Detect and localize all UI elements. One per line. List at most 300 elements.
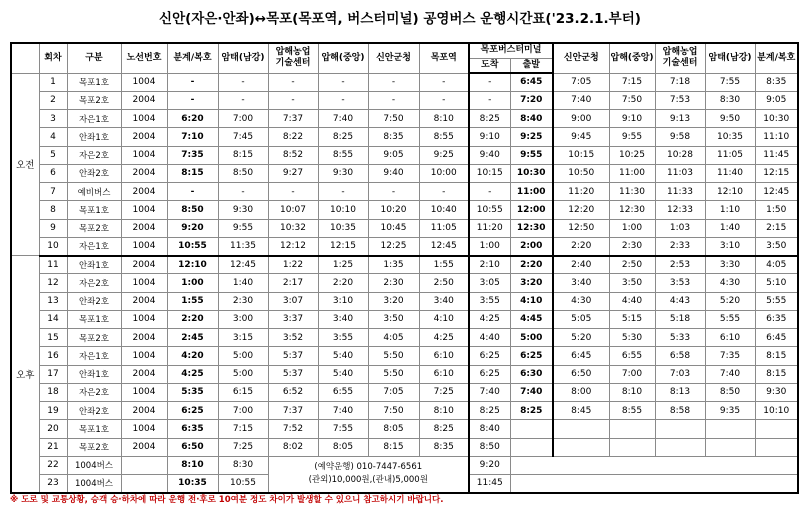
cell-round: 8 [39, 201, 67, 219]
cell-mokpo-station: 4:10 [419, 310, 469, 328]
cell-route: 2004 [121, 91, 167, 109]
cell-terminal-depart: 8:40 [510, 110, 553, 128]
header-terminal: 목포버스터미널 [469, 43, 553, 58]
cell-aphae-tech-out: 5:37 [268, 365, 318, 383]
cell-mokpo-station: 9:25 [419, 146, 469, 164]
cell-amtae-in: 7:40 [705, 365, 755, 383]
table-row [11, 237, 798, 255]
section-label-pm: 오후 [11, 256, 39, 493]
page-title: 신안(자은·안좌)↔목포(목포역, 버스터미널) 공영버스 운행시간표('23.2.1.부터) [159, 11, 641, 27]
cell-type: 자은2호 [67, 146, 121, 164]
cell-aphae-center-in: 3:50 [609, 274, 655, 292]
cell-sinan-gov-out: 5:50 [368, 365, 419, 383]
header-round: 회차 [39, 43, 67, 73]
header-aphae-tech-out-l1: 압해농업 [275, 47, 311, 58]
cell-amtae-in: 1:10 [705, 201, 755, 219]
cell-sinan-gov-in: 2:40 [553, 256, 609, 274]
cell-aphae-tech-out: 10:32 [268, 219, 318, 237]
cell-amtae-out: 2:30 [218, 292, 268, 310]
cell-amtae-out: 11:35 [218, 237, 268, 255]
timetable-body [11, 73, 798, 493]
cell-aphae-tech-out: 8:22 [268, 128, 318, 146]
cell-bungye-out: 1:55 [167, 292, 218, 310]
cell-bungye-out: 7:35 [167, 146, 218, 164]
cell-aphae-tech-out: - [268, 73, 318, 91]
cell-mokpo-station: 4:25 [419, 329, 469, 347]
cell-mokpo-station: 3:40 [419, 292, 469, 310]
table-row [11, 128, 798, 146]
cell-aphae-tech-in: 2:53 [655, 256, 705, 274]
cell-sinan-gov-out: 1:35 [368, 256, 419, 274]
cell-mokpo-station: 7:25 [419, 383, 469, 401]
cell-bungye-out: 4:25 [167, 365, 218, 383]
cell-terminal-arrive: - [469, 91, 510, 109]
cell-amtae-out: 7:25 [218, 438, 268, 456]
cell-type: 자은1호 [67, 237, 121, 255]
cell-bungye-in [755, 420, 798, 438]
cell-route [121, 475, 167, 493]
cell-round: 19 [39, 402, 67, 420]
cell-terminal-arrive: 1:00 [469, 237, 510, 255]
cell-terminal-arrive: - [469, 73, 510, 91]
cell-mokpo-station: 6:10 [419, 347, 469, 365]
header-bungye-out: 분계/복호 [167, 43, 218, 73]
cell-bungye-in [755, 438, 798, 456]
cell-terminal-arrive: 9:40 [469, 146, 510, 164]
cell-sinan-gov-out: 8:05 [368, 420, 419, 438]
cell-bungye-out: 10:55 [167, 237, 218, 255]
table-row [11, 73, 798, 91]
cell-sinan-gov-in: 8:00 [553, 383, 609, 401]
cell-aphae-tech-in: 12:33 [655, 201, 705, 219]
cell-round: 13 [39, 292, 67, 310]
cell-aphae-tech-in: 1:03 [655, 219, 705, 237]
cell-aphae-center-in: 7:50 [609, 91, 655, 109]
cell-type: 목포1호 [67, 201, 121, 219]
cell-round: 10 [39, 237, 67, 255]
table-row [11, 310, 798, 328]
cell-aphae-tech-out: - [268, 183, 318, 201]
cell-bungye-in: 12:15 [755, 164, 798, 182]
cell-aphae-tech-in: 11:03 [655, 164, 705, 182]
cell-sinan-gov-out: 5:50 [368, 347, 419, 365]
cell-sinan-gov-in: 4:30 [553, 292, 609, 310]
cell-sinan-gov-out: - [368, 183, 419, 201]
cell-aphae-tech-in: 6:58 [655, 347, 705, 365]
cell-aphae-center-in: 9:10 [609, 110, 655, 128]
cell-bungye-in: 2:15 [755, 219, 798, 237]
cell-sinan-gov-in: 5:05 [553, 310, 609, 328]
cell-amtae-out: 5:00 [218, 365, 268, 383]
cell-mokpo-station: - [419, 73, 469, 91]
cell-type: 목포1호 [67, 73, 121, 91]
cell-sinan-gov-out: 10:20 [368, 201, 419, 219]
cell-bungye-in: 12:45 [755, 183, 798, 201]
cell-amtae-out: 6:15 [218, 383, 268, 401]
header-aphae-tech-in-l2: 기술센터 [662, 58, 698, 69]
cell-type: 목포2호 [67, 438, 121, 456]
cell-amtae-out: 3:15 [218, 329, 268, 347]
cell-sinan-gov-in: 10:50 [553, 164, 609, 182]
cell-terminal-arrive: 8:25 [469, 110, 510, 128]
cell-aphae-tech-out: 8:02 [268, 438, 318, 456]
cell-type: 자은1호 [67, 347, 121, 365]
cell-aphae-tech-out: 8:52 [268, 146, 318, 164]
cell-bungye-out: 6:50 [167, 438, 218, 456]
cell-round: 14 [39, 310, 67, 328]
cell-terminal-arrive: 2:10 [469, 256, 510, 274]
cell-aphae-center-in: 4:40 [609, 292, 655, 310]
cell-sinan-gov-out: 3:50 [368, 310, 419, 328]
cell-terminal-depart [510, 438, 553, 456]
cell-aphae-center-out: 10:10 [318, 201, 368, 219]
cell-aphae-center-out: 8:05 [318, 438, 368, 456]
cell-amtae-in: 6:10 [705, 329, 755, 347]
cell-amtae-in: 11:40 [705, 164, 755, 182]
cell-route: 1004 [121, 110, 167, 128]
cell-aphae-center-in: 8:10 [609, 383, 655, 401]
cell-sinan-gov-in: 9:00 [553, 110, 609, 128]
empty-cells [510, 456, 798, 474]
cell-mokpo-station: 8:35 [419, 438, 469, 456]
cell-type: 안좌1호 [67, 365, 121, 383]
cell-route: 1004 [121, 420, 167, 438]
cell-amtae-in: 11:05 [705, 146, 755, 164]
cell-amtae-out: - [218, 91, 268, 109]
cell-amtae-out: 8:30 [218, 456, 268, 474]
cell-aphae-tech-out: 12:12 [268, 237, 318, 255]
cell-bungye-out: 7:10 [167, 128, 218, 146]
cell-amtae-in: 12:10 [705, 183, 755, 201]
timetable [10, 42, 799, 494]
cell-bungye-in: 3:50 [755, 237, 798, 255]
cell-sinan-gov-out: 8:35 [368, 128, 419, 146]
cell-round: 6 [39, 164, 67, 182]
cell-round: 18 [39, 383, 67, 401]
cell-sinan-gov-in [553, 420, 609, 438]
cell-amtae-in: 1:40 [705, 219, 755, 237]
header-aphae-center-out: 압해(중앙) [318, 43, 368, 73]
cell-type: 안좌2호 [67, 164, 121, 182]
header-amtae-out: 암태(남강) [218, 43, 268, 73]
cell-type: 목포1호 [67, 420, 121, 438]
table-row [11, 456, 798, 474]
cell-aphae-center-in: 1:00 [609, 219, 655, 237]
cell-terminal-arrive: 10:55 [469, 201, 510, 219]
cell-aphae-tech-in: 9:13 [655, 110, 705, 128]
cell-amtae-out: 5:00 [218, 347, 268, 365]
cell-sinan-gov-in [553, 438, 609, 456]
cell-sinan-gov-in: 12:20 [553, 201, 609, 219]
cell-terminal-depart: 3:20 [510, 274, 553, 292]
cell-terminal-depart: 6:25 [510, 347, 553, 365]
cell-bungye-out: 1:00 [167, 274, 218, 292]
cell-aphae-tech-out: 2:17 [268, 274, 318, 292]
table-row [11, 201, 798, 219]
cell-sinan-gov-out: 7:50 [368, 402, 419, 420]
cell-bungye-out: 5:35 [167, 383, 218, 401]
cell-aphae-tech-out: 10:07 [268, 201, 318, 219]
cell-route: 1004 [121, 146, 167, 164]
cell-bungye-out: 8:50 [167, 201, 218, 219]
table-row [11, 420, 798, 438]
cell-aphae-center-in [609, 420, 655, 438]
cell-mokpo-station: 8:10 [419, 402, 469, 420]
cell-terminal-depart [510, 420, 553, 438]
cell-terminal-arrive: 9:20 [469, 456, 510, 474]
header-aphae-tech-in-l1: 압해농업 [662, 47, 698, 58]
cell-aphae-center-in: 2:50 [609, 256, 655, 274]
cell-bungye-out: 6:25 [167, 402, 218, 420]
cell-route: 1004 [121, 310, 167, 328]
cell-round: 7 [39, 183, 67, 201]
cell-terminal-depart: 2:20 [510, 256, 553, 274]
cell-route: 1004 [121, 274, 167, 292]
cell-route: 2004 [121, 329, 167, 347]
cell-aphae-tech-out: 3:37 [268, 310, 318, 328]
cell-bungye-in: 9:30 [755, 383, 798, 401]
table-row [11, 438, 798, 456]
cell-round: 3 [39, 110, 67, 128]
cell-route: 2004 [121, 219, 167, 237]
cell-aphae-tech-out: 9:27 [268, 164, 318, 182]
cell-aphae-center-in: 7:15 [609, 73, 655, 91]
cell-aphae-tech-out: 7:52 [268, 420, 318, 438]
cell-amtae-out: 9:55 [218, 219, 268, 237]
cell-route: 2004 [121, 164, 167, 182]
cell-type: 안좌2호 [67, 402, 121, 420]
cell-aphae-tech-in: 11:33 [655, 183, 705, 201]
cell-round: 21 [39, 438, 67, 456]
cell-amtae-in: 8:50 [705, 383, 755, 401]
cell-bungye-in: 6:45 [755, 329, 798, 347]
cell-aphae-center-in: 7:00 [609, 365, 655, 383]
cell-type: 안좌1호 [67, 128, 121, 146]
cell-terminal-arrive: 8:25 [469, 402, 510, 420]
cell-amtae-in: 9:35 [705, 402, 755, 420]
cell-route: 2004 [121, 183, 167, 201]
cell-sinan-gov-in: 11:20 [553, 183, 609, 201]
table-row [11, 347, 798, 365]
cell-amtae-out: 7:00 [218, 402, 268, 420]
table-row [11, 292, 798, 310]
cell-route: 2004 [121, 365, 167, 383]
header-arrive: 도착 [469, 58, 510, 73]
cell-bungye-out: 8:15 [167, 164, 218, 182]
cell-aphae-center-in: 5:30 [609, 329, 655, 347]
cell-type: 목포2호 [67, 219, 121, 237]
table-row [11, 365, 798, 383]
table-row [11, 146, 798, 164]
cell-type: 예비버스 [67, 183, 121, 201]
cell-aphae-center-out: 3:10 [318, 292, 368, 310]
cell-terminal-arrive: 10:15 [469, 164, 510, 182]
cell-amtae-out: 12:45 [218, 256, 268, 274]
cell-sinan-gov-out: 8:15 [368, 438, 419, 456]
table-row [11, 219, 798, 237]
cell-terminal-depart: 4:45 [510, 310, 553, 328]
reservation-phone: (예약운행) 010-7447-6561 [314, 462, 423, 473]
cell-bungye-in: 11:45 [755, 146, 798, 164]
cell-aphae-center-out: 5:40 [318, 365, 368, 383]
cell-aphae-center-out: 1:25 [318, 256, 368, 274]
cell-aphae-tech-out: 3:07 [268, 292, 318, 310]
cell-bungye-out: 12:10 [167, 256, 218, 274]
cell-aphae-tech-in [655, 438, 705, 456]
cell-amtae-out: 7:15 [218, 420, 268, 438]
header-sinan-gov-out: 신안군청 [368, 43, 419, 73]
cell-terminal-arrive: - [469, 183, 510, 201]
cell-terminal-depart: 8:25 [510, 402, 553, 420]
cell-amtae-in [705, 438, 755, 456]
cell-aphae-tech-in: 2:33 [655, 237, 705, 255]
cell-aphae-tech-in: 5:33 [655, 329, 705, 347]
cell-round: 1 [39, 73, 67, 91]
cell-type: 자은2호 [67, 274, 121, 292]
cell-amtae-out: 7:45 [218, 128, 268, 146]
cell-terminal-arrive: 7:40 [469, 383, 510, 401]
cell-bungye-in: 10:30 [755, 110, 798, 128]
cell-mokpo-station: 10:00 [419, 164, 469, 182]
cell-type: 자은1호 [67, 110, 121, 128]
cell-route [121, 456, 167, 474]
cell-type: 1004버스 [67, 475, 121, 493]
cell-mokpo-station: 6:10 [419, 365, 469, 383]
cell-bungye-out: 2:20 [167, 310, 218, 328]
cell-amtae-out: 3:00 [218, 310, 268, 328]
cell-aphae-tech-in: 5:18 [655, 310, 705, 328]
cell-amtae-in: 3:10 [705, 237, 755, 255]
cell-aphae-tech-out: - [268, 91, 318, 109]
cell-bungye-out: 10:35 [167, 475, 218, 493]
footer-note: ※ 도로 및 교통상황, 승객 승·하차에 따라 운행 전·후로 10여분 정도 차이가 발생할 수 있으니 참고하시기 바랍니다. [10, 495, 444, 505]
header-aphae-center-in: 압해(중앙) [609, 43, 655, 73]
cell-amtae-in: 7:35 [705, 347, 755, 365]
cell-terminal-arrive: 3:55 [469, 292, 510, 310]
cell-aphae-center-in: 8:55 [609, 402, 655, 420]
cell-aphae-center-out: - [318, 73, 368, 91]
cell-bungye-out: - [167, 91, 218, 109]
header-blank [11, 43, 39, 73]
cell-type: 목포1호 [67, 310, 121, 328]
cell-sinan-gov-in: 8:45 [553, 402, 609, 420]
cell-terminal-arrive: 11:20 [469, 219, 510, 237]
cell-amtae-in: 8:30 [705, 91, 755, 109]
cell-mokpo-station: 2:50 [419, 274, 469, 292]
cell-mokpo-station: 8:55 [419, 128, 469, 146]
cell-sinan-gov-out: 9:40 [368, 164, 419, 182]
cell-bungye-in: 10:10 [755, 402, 798, 420]
cell-aphae-center-out: 7:55 [318, 420, 368, 438]
cell-bungye-out: 2:45 [167, 329, 218, 347]
cell-sinan-gov-out: 10:45 [368, 219, 419, 237]
cell-amtae-out: 9:30 [218, 201, 268, 219]
cell-route: 2004 [121, 256, 167, 274]
cell-sinan-gov-in: 6:45 [553, 347, 609, 365]
cell-aphae-center-out: 8:55 [318, 146, 368, 164]
cell-terminal-depart: 6:45 [510, 73, 553, 91]
cell-sinan-gov-out: 4:05 [368, 329, 419, 347]
table-row [11, 274, 798, 292]
cell-terminal-depart: 10:30 [510, 164, 553, 182]
cell-aphae-center-out: - [318, 183, 368, 201]
cell-round: 9 [39, 219, 67, 237]
cell-round: 22 [39, 456, 67, 474]
cell-bungye-in: 8:15 [755, 347, 798, 365]
cell-terminal-depart: 6:30 [510, 365, 553, 383]
table-row [11, 256, 798, 274]
header-aphae-tech-in [655, 43, 705, 73]
cell-sinan-gov-out: 3:20 [368, 292, 419, 310]
cell-sinan-gov-in: 9:45 [553, 128, 609, 146]
cell-route: 2004 [121, 128, 167, 146]
cell-route: 1004 [121, 347, 167, 365]
header-type: 구분 [67, 43, 121, 73]
header-amtae-in: 암태(남강) [705, 43, 755, 73]
cell-amtae-in: 3:30 [705, 256, 755, 274]
cell-aphae-center-out: 10:35 [318, 219, 368, 237]
cell-aphae-center-out: 2:20 [318, 274, 368, 292]
cell-route: 1004 [121, 201, 167, 219]
cell-aphae-tech-in: 10:28 [655, 146, 705, 164]
cell-amtae-out: 1:40 [218, 274, 268, 292]
cell-amtae-in: 7:55 [705, 73, 755, 91]
cell-round: 11 [39, 256, 67, 274]
cell-terminal-arrive: 8:50 [469, 438, 510, 456]
cell-aphae-center-in: 10:25 [609, 146, 655, 164]
cell-aphae-center-in: 12:30 [609, 201, 655, 219]
cell-aphae-center-in: 11:30 [609, 183, 655, 201]
cell-aphae-center-out: - [318, 91, 368, 109]
cell-terminal-depart: 2:00 [510, 237, 553, 255]
cell-mokpo-station: 12:45 [419, 237, 469, 255]
table-row [11, 183, 798, 201]
cell-aphae-tech-out: 3:52 [268, 329, 318, 347]
cell-bungye-in: 8:15 [755, 365, 798, 383]
cell-bungye-in: 8:35 [755, 73, 798, 91]
cell-aphae-tech-out: 7:37 [268, 402, 318, 420]
cell-sinan-gov-in: 7:40 [553, 91, 609, 109]
cell-sinan-gov-out: 9:05 [368, 146, 419, 164]
cell-aphae-center-out: 9:30 [318, 164, 368, 182]
cell-terminal-depart: 9:25 [510, 128, 553, 146]
cell-route: 1004 [121, 383, 167, 401]
cell-sinan-gov-in: 12:50 [553, 219, 609, 237]
cell-aphae-center-in: 11:00 [609, 164, 655, 182]
cell-terminal-depart: 12:00 [510, 201, 553, 219]
cell-aphae-center-out: 12:15 [318, 237, 368, 255]
cell-bungye-out: 4:20 [167, 347, 218, 365]
cell-aphae-center-in [609, 438, 655, 456]
header-aphae-tech-out-l2: 기술센터 [275, 58, 311, 69]
table-row [11, 329, 798, 347]
cell-terminal-arrive: 3:05 [469, 274, 510, 292]
cell-aphae-tech-in: 4:43 [655, 292, 705, 310]
cell-aphae-tech-in [655, 420, 705, 438]
cell-round: 23 [39, 475, 67, 493]
header-aphae-tech-out [268, 43, 318, 73]
cell-terminal-arrive: 4:40 [469, 329, 510, 347]
table-row [11, 110, 798, 128]
cell-amtae-in: 5:20 [705, 292, 755, 310]
cell-sinan-gov-in: 3:40 [553, 274, 609, 292]
cell-aphae-tech-out: 6:52 [268, 383, 318, 401]
cell-aphae-tech-in: 3:53 [655, 274, 705, 292]
cell-type: 안좌2호 [67, 292, 121, 310]
cell-bungye-out: 6:35 [167, 420, 218, 438]
reservation-fare: (관외)10,000원,(관내)5,000원 [308, 475, 428, 486]
table-row [11, 164, 798, 182]
